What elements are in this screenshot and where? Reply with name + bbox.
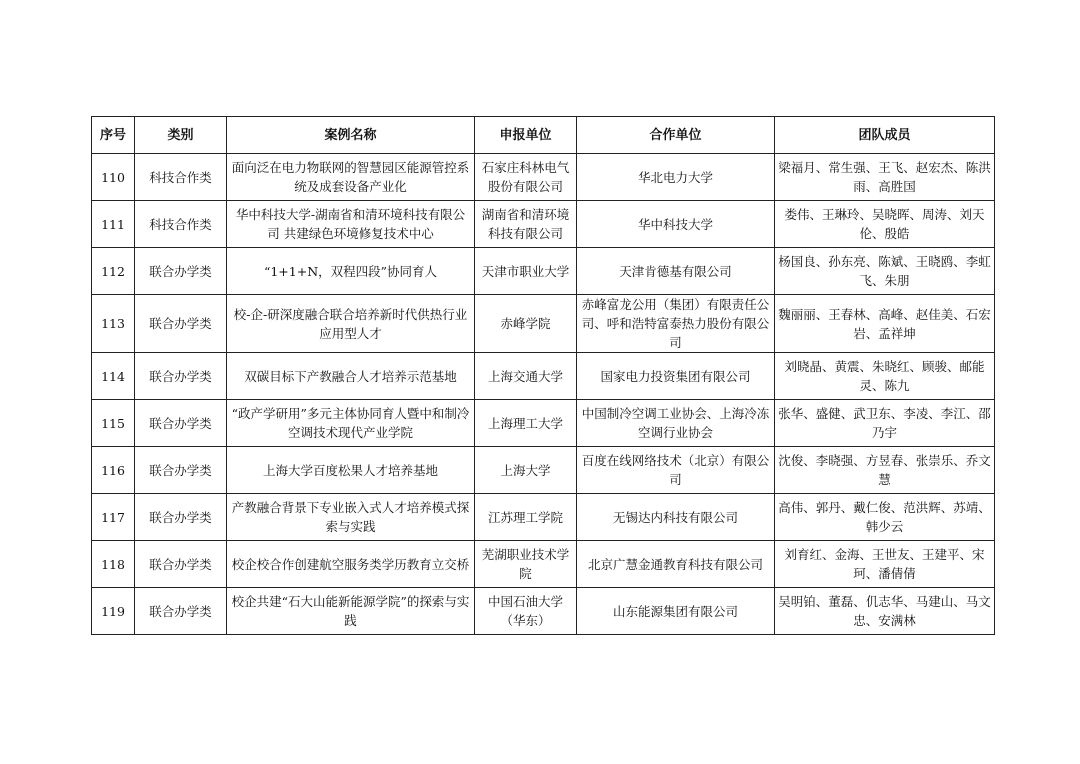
cell-seq: 114	[92, 353, 135, 400]
table-row	[92, 295, 995, 353]
cell-team: 娄伟、王琳玲、吴晓晖、周涛、刘天伦、殷皓	[775, 201, 995, 248]
cell-team: 高伟、郭丹、戴仁俊、范洪辉、苏靖、韩少云	[775, 494, 995, 541]
cell-seq: 112	[92, 248, 135, 295]
cell-applicant: 石家庄科林电气股份有限公司	[475, 154, 577, 201]
cell-case-name: 产教融合背景下专业嵌入式人才培养模式探索与实践	[227, 494, 475, 541]
table-row	[92, 494, 995, 541]
table-row	[92, 447, 995, 494]
cell-category: 联合办学类	[135, 447, 227, 494]
table-row	[92, 541, 995, 588]
table-row	[92, 248, 995, 295]
header-category: 类别	[135, 117, 227, 154]
cell-partner: 天津肯德基有限公司	[577, 248, 775, 295]
cell-case-name: 华中科技大学-湖南省和清环境科技有限公司 共建绿色环境修复技术中心	[227, 201, 475, 248]
cell-case-name: 校企校合作创建航空服务类学历教育立交桥	[227, 541, 475, 588]
table-body	[92, 154, 995, 635]
cell-case-name: 校企共建“石大山能新能源学院”的探索与实践	[227, 588, 475, 635]
cell-seq: 110	[92, 154, 135, 201]
table-row	[92, 154, 995, 201]
cell-category: 联合办学类	[135, 248, 227, 295]
cell-partner: 华北电力大学	[577, 154, 775, 201]
cell-category: 联合办学类	[135, 400, 227, 447]
table-header-row	[92, 117, 995, 154]
cell-category: 科技合作类	[135, 201, 227, 248]
cell-partner: 华中科技大学	[577, 201, 775, 248]
cell-partner: 山东能源集团有限公司	[577, 588, 775, 635]
header-seq: 序号	[92, 117, 135, 154]
cell-team: 刘育红、金海、王世友、王建平、宋珂、潘倩倩	[775, 541, 995, 588]
cell-applicant: 天津市职业大学	[475, 248, 577, 295]
cell-team: 刘晓晶、黄震、朱晓红、顾骏、邮能灵、陈九	[775, 353, 995, 400]
cell-applicant: 赤峰学院	[475, 295, 577, 353]
cell-seq: 111	[92, 201, 135, 248]
cell-case-name: “1+1+N，双程四段”协同育人	[227, 248, 475, 295]
cell-applicant: 湖南省和清环境科技有限公司	[475, 201, 577, 248]
cell-seq: 117	[92, 494, 135, 541]
cell-seq: 115	[92, 400, 135, 447]
cell-category: 联合办学类	[135, 295, 227, 353]
table-row	[92, 588, 995, 635]
cell-partner: 中国制冷空调工业协会、上海冷冻空调行业协会	[577, 400, 775, 447]
cell-seq: 118	[92, 541, 135, 588]
cell-team: 张华、盛健、武卫东、李凌、李江、邵乃宇	[775, 400, 995, 447]
cell-team: 吴明铂、董磊、仉志华、马建山、马文忠、安满林	[775, 588, 995, 635]
cell-case-name: 校-企-研深度融合联合培养新时代供热行业应用型人才	[227, 295, 475, 353]
cell-applicant: 芜湖职业技术学院	[475, 541, 577, 588]
cell-partner: 国家电力投资集团有限公司	[577, 353, 775, 400]
cell-seq: 119	[92, 588, 135, 635]
cell-category: 联合办学类	[135, 588, 227, 635]
cell-partner: 百度在线网络技术（北京）有限公司	[577, 447, 775, 494]
cell-applicant: 上海交通大学	[475, 353, 577, 400]
cell-team: 杨国良、孙东亮、陈斌、王晓鸥、李虹飞、朱朋	[775, 248, 995, 295]
cell-category: 联合办学类	[135, 494, 227, 541]
cell-case-name: 面向泛在电力物联网的智慧园区能源管控系统及成套设备产业化	[227, 154, 475, 201]
cell-team: 魏丽丽、王春林、高峰、赵佳美、石宏岩、孟祥坤	[775, 295, 995, 353]
header-partner: 合作单位	[577, 117, 775, 154]
header-case-name: 案例名称	[227, 117, 475, 154]
cell-applicant: 上海大学	[475, 447, 577, 494]
cell-partner: 无锡达内科技有限公司	[577, 494, 775, 541]
table-row	[92, 201, 995, 248]
cell-category: 联合办学类	[135, 541, 227, 588]
cell-case-name: “政产学研用”多元主体协同育人暨中和制冷空调技术现代产业学院	[227, 400, 475, 447]
cell-applicant: 江苏理工学院	[475, 494, 577, 541]
cell-category: 联合办学类	[135, 353, 227, 400]
cell-team: 梁福月、常生强、王飞、赵宏杰、陈洪雨、高胜国	[775, 154, 995, 201]
table-row	[92, 353, 995, 400]
cell-case-name: 上海大学百度松果人才培养基地	[227, 447, 475, 494]
cell-applicant: 上海理工大学	[475, 400, 577, 447]
cell-case-name: 双碳目标下产教融合人才培养示范基地	[227, 353, 475, 400]
cell-team: 沈俊、李晓强、方昱春、张崇乐、乔文慧	[775, 447, 995, 494]
cell-seq: 113	[92, 295, 135, 353]
table-row	[92, 400, 995, 447]
cell-partner: 赤峰富龙公用（集团）有限责任公司、呼和浩特富泰热力股份有限公司	[577, 295, 775, 353]
cell-category: 科技合作类	[135, 154, 227, 201]
cell-applicant: 中国石油大学（华东）	[475, 588, 577, 635]
cell-seq: 116	[92, 447, 135, 494]
header-team: 团队成员	[775, 117, 995, 154]
header-applicant: 申报单位	[475, 117, 577, 154]
cell-partner: 北京广慧金通教育科技有限公司	[577, 541, 775, 588]
case-table	[91, 116, 995, 635]
